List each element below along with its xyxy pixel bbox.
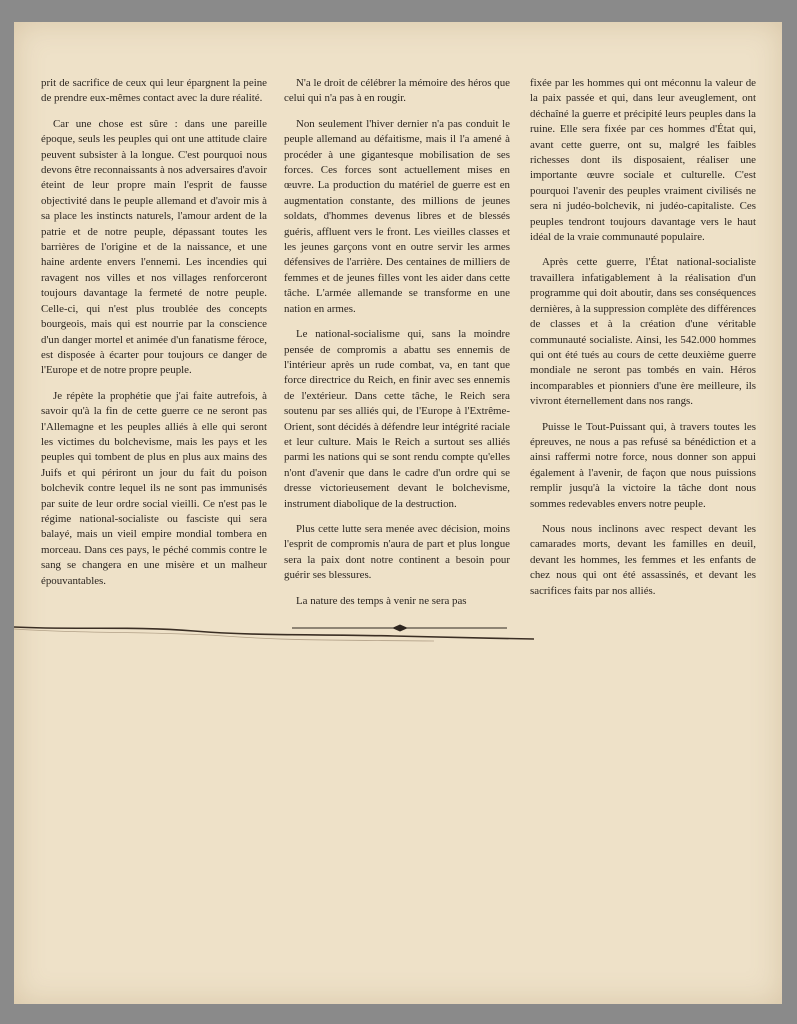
paragraph: Plus cette lutte sera menée avec décision, moins l'esprit de compromis n'aura de part et plus longue sera la paix dont notre continent a besoin pour guérir ses blessures. [284, 522, 510, 582]
paragraph: Nous nous inclinons avec respect devant les camarades morts, devant les familles en deuil, devant les hommes, les femmes et les enfants de chez nous qui ont été assassinés, et devant les sacrifices faits par nos alliés. [530, 522, 756, 597]
text-column-1 [41, 76, 267, 599]
paragraph: Car une chose est sûre : dans une pareille époque, seuls les peuples qui ont une attitude claire peuvent subsister à la longue. C'est pourquoi nous devons être reconnaissants à nos adversaires d'avoir éteint de leur propre main l'esprit de fausse objectivité dans le peuple allemand et d'avoir mis à sa place les instincts naturels, l'amour ardent de la patrie et de notre peuple, dépassant toutes les barrières de l'origine et de la naissance, et une haine ardente envers l'ennemi. Les incendies qui ravagent nos villes et nos villages renforceront toujours davantage la fermeté de notre peuple. Celle-ci, qui n'est plus troublée des concepts bourgeois, mais qui est nourrie par la conscience d'un danger mortel et animée d'un fanatisme féroce, est disposée à écarter pour toujours ce danger de l'Europe et de notre propre peuple. [41, 117, 267, 377]
paragraph: Le national-socialisme qui, sans la moindre pensée de compromis a abattu ses ennemis de l'intérieur après un rude combat, va, en tant que force directrice du Reich, en finir avec ses ennemis de l'extérieur. Dans cette tâche, le Reich sera soutenu par ses alliés qui, de l'Europe à l'Extrême-Orient, sont décidés à défendre leur intégrité raciale et leur culture. Mais le Reich a surtout ses alliés parmi les nations qui se sont rendu compte qu'elles n'ont d'avenir que dans le cadre d'un ordre qui se dresse victorieusement devant le bolchevisme, instrument diabolique de la destruction. [284, 328, 510, 510]
text-column-3 [530, 76, 756, 609]
paragraph: Je répète la prophétie que j'ai faite autrefois, à savoir qu'à la fin de cette guerre ce ne seront pas l'Allemagne et les peuples alliés à elle qui seront les victimes du bolchevisme, mais les pays et les peuples qui tombent de plus en plus aux mains des Juifs et qui périront un jour du fait du poison bolchevik contre lequel ils ne sont pas immunisés par suite de leur ordre social vieilli. Ce n'est pas le régime national-socialiste ou fasciste qui sera balayé, mais un vieil empire mondial tombera en morceau. Dans ces pays, le péché commis contre le sang se changera en une misère et un malheur épouvantables. [41, 389, 267, 587]
paragraph: La nature des temps à venir ne sera pas [296, 594, 467, 607]
text-column-2 [284, 76, 510, 619]
paragraph: fixée par les hommes qui ont méconnu la valeur de la paix passée et qui, dans leur aveuglement, ont déchaîné la guerre et précipité leurs peuples dans la ruine. Elle sera fixée par ces hommes d'État qui, avant cette guerre, ont su, malgré les faibles richesses dont ils disposaient, réaliser une importante œuvre sociale et culturelle. C'est pourquoi l'avenir des peuples vraiment civilisés ne sera ni judéo-bolchevik, ni judéo-capitaliste. Ces peuples tendront toujours davantage vers le haut idéal de la vraie communauté populaire. [530, 77, 756, 244]
paragraph: Non seulement l'hiver dernier n'a pas conduit le peuple allemand au défaitisme, mais il l'a amené à procéder à une gigantesque mobilisation de ses forces. Ces forces sont actuellement mises en œuvre. La production du matériel de guerre est en augmentation constante, des millions de jeunes soldats, d'hommes devenus libres et de blessés guéris, affluent vers le front. Les vieilles classes et les jeunes garçons vont en outre servir les armes défensives de l'arrière. Des centaines de milliers de femmes et de jeunes filles vont les aider dans cette tâche. L'armée allemande se transforme en une nation en armes. [284, 117, 510, 315]
document-page [14, 22, 782, 1004]
paragraph: prit de sacrifice de ceux qui leur épargnent la peine de prendre eux-mêmes contact avec la dure réalité. [41, 77, 267, 105]
paragraph: Puisse le Tout-Puissant qui, à travers toutes les épreuves, ne nous a pas refusé sa bénédiction et a ainsi raffermi notre force, nous donner son appui également à l'avenir, de façon que nous puissions remplir jusqu'à la victoire la tâche dont nous sommes redevables envers notre peuple. [530, 420, 756, 510]
paragraph: Après cette guerre, l'État national-socialiste travaillera infatigablement à la réalisation d'un programme qui doit aboutir, dans ses conséquences dernières, à la suppression complète des différences de classes et à la création d'une véritable communauté socialiste. Ainsi, les 542.000 hommes qui ont été tués au cours de cette deuxième guerre mondiale ne seront pas tombés en vain. Héros incomparables et pionniers d'une ère meilleure, ils vivront éternellement dans nos rangs. [530, 256, 756, 408]
paragraph: N'a le droit de célébrer la mémoire des héros que celui qui n'a pas à en rougir. [284, 77, 510, 105]
ornamental-divider [292, 623, 507, 633]
